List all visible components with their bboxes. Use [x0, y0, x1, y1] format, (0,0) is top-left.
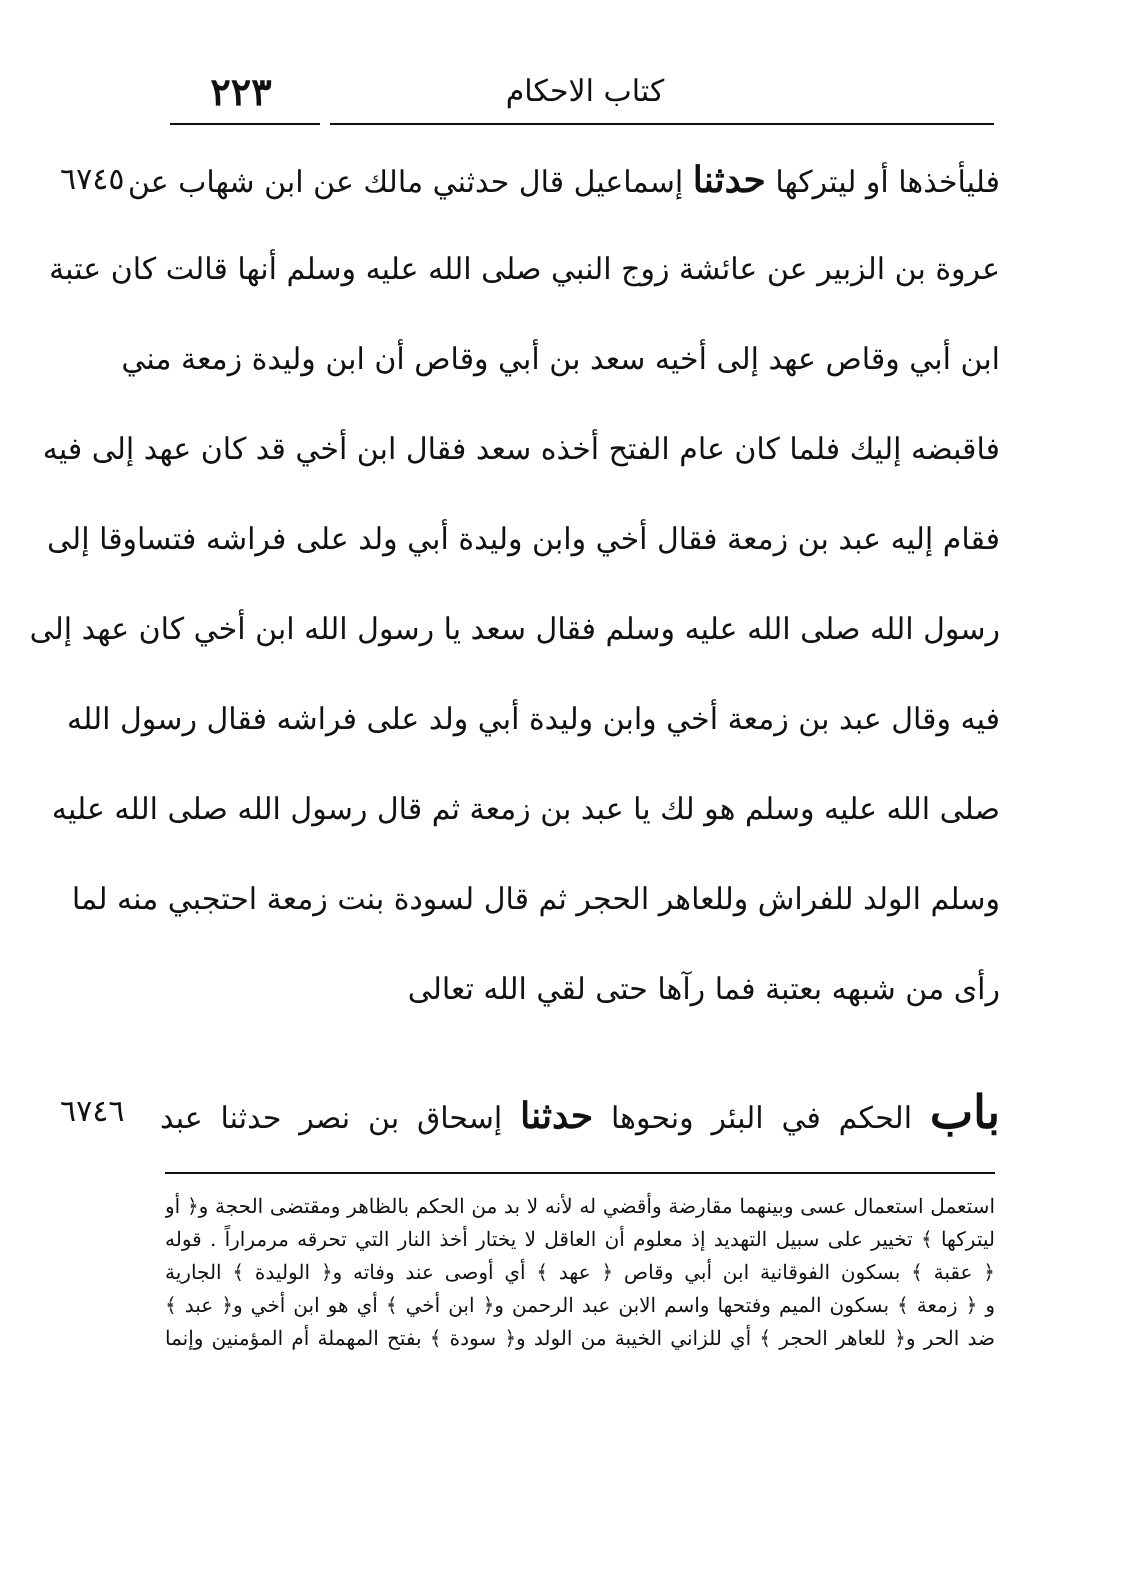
footnote-rule [165, 1172, 995, 1174]
text-line: فليأخذها أو ليتركها حدثنا إسماعيل قال حدثني مالك عن ابن شهاب عن [127, 159, 1000, 201]
footnote-line: و ﴿ زمعة ﴾ بسكون الميم وفتحها واسم الابن عبد الرحمن و﴿ ابن أخي ﴾ أي هو ابن أخي و﴿ عبد ﴾ [165, 1293, 995, 1317]
haddathana-word: حدثنا [692, 159, 766, 201]
text-line: فقام إليه عبد بن زمعة فقال أخي وابن وليدة أبي ولد على فراشه فتساوقا إلى [47, 522, 1000, 557]
header-rule-left [170, 123, 320, 125]
footnote-line: ليتركها ﴾ تخيير على سبيل التهديد إذ معلوم أن العاقل لا يختار أخذ النار التي تحرقه مرمراراً . قوله [165, 1227, 995, 1251]
hadith-number: ٦٧٤٥ [60, 162, 125, 197]
text-line: ابن أبي وقاص عهد إلى أخيه سعد بن أبي وقاص أن ابن وليدة زمعة مني [121, 342, 1000, 377]
text-line: فيه وقال عبد بن زمعة أخي وابن وليدة أبي ولد على فراشه فقال رسول الله [66, 702, 1000, 737]
footnote-line: ﴿ عقبة ﴾ بسكون الفوقانية ابن أبي وقاص ﴿ عهد ﴾ أي أوصى عند وفاته و﴿ الوليدة ﴾ الجارية [165, 1260, 995, 1284]
text-line: رسول الله صلى الله عليه وسلم فقال سعد يا رسول الله ابن أخي كان عهد إلى [29, 612, 1000, 647]
footnote-line: استعمل استعمال عسى وبينهما مقارضة وأقضي له لأنه لا بد من الحكم بالظاهر ومقتضى الحجة و﴿ أو [165, 1194, 995, 1218]
footnote-line: ضد الحر و﴿ للعاهر الحجر ﴾ أي للزاني الخيبة من الولد و﴿ سودة ﴾ بفتح المهملة أم المؤمنين وإنما [165, 1326, 995, 1350]
text-line: وسلم الولد للفراش وللعاهر الحجر ثم قال لسودة بنت زمعة احتجبي منه لما [71, 882, 1000, 917]
text-line: عروة بن الزبير عن عائشة زوج النبي صلى الله عليه وسلم أنها قالت كان عتبة [49, 252, 1000, 287]
footnotes [165, 1190, 995, 1355]
page-number: ٢٢٣ [210, 69, 272, 114]
bab-word: باب [929, 1085, 1000, 1139]
text-line: رأى من شبهه بعتبة فما رآها حتى لقي الله تعالى [407, 972, 1000, 1007]
page-title: كتاب الاحكام [505, 74, 665, 109]
bab-line: باب الحكم في البئر ونحوها حدثنا إسحاق بن نصر حدثنا عبد [160, 1085, 1000, 1139]
haddathana-word: حدثنا [520, 1095, 594, 1137]
text-line: صلى الله عليه وسلم هو لك يا عبد بن زمعة ثم قال رسول الله صلى الله عليه [51, 792, 1000, 827]
header-rule-right [330, 123, 994, 125]
text-line: فاقبضه إليك فلما كان عام الفتح أخذه سعد فقال ابن أخي قد كان عهد إلى فيه [42, 432, 1000, 467]
hadith-number: ٦٧٤٦ [60, 1094, 125, 1129]
